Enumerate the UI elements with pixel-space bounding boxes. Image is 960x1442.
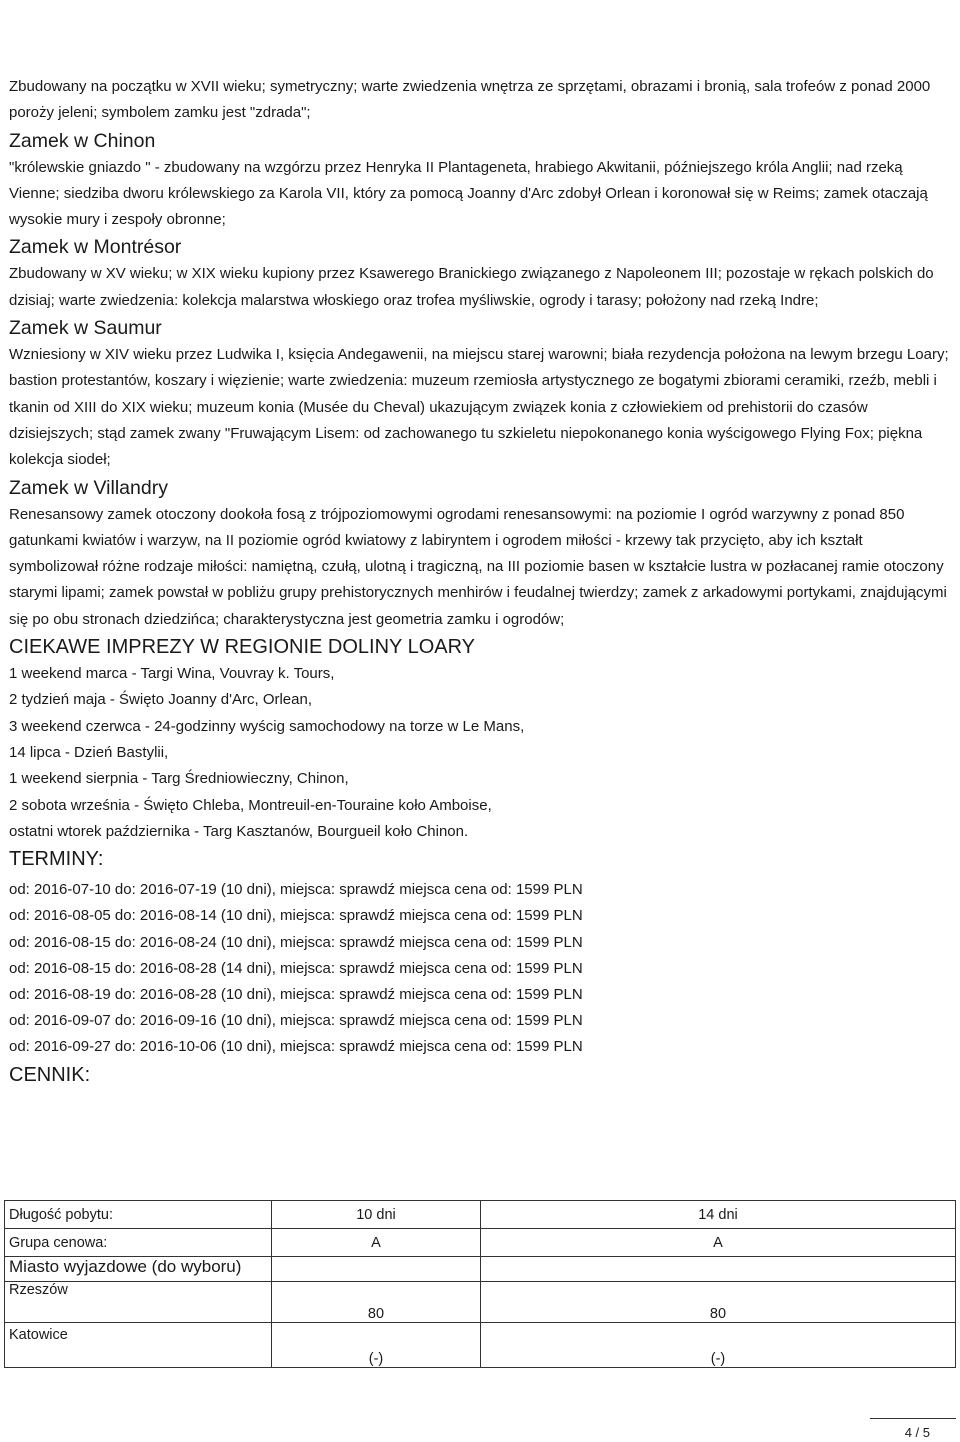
terms-title: TERMINY: (9, 848, 104, 871)
page-number: 4 / 5 (904, 1425, 930, 1440)
table-row (5, 1282, 956, 1323)
city-name: Rzeszów (5, 1282, 272, 1323)
table-row (5, 1201, 956, 1229)
list-item: 3 weekend czerwca - 24-godzinny wyścig samochodowy na torze w Le Mans, (9, 717, 525, 735)
empty-cell (481, 1257, 956, 1282)
list-item: od: 2016-09-07 do: 2016-09-16 (10 dni), miejsca: sprawdź miejsca cena od: 1599 PLN (9, 1012, 583, 1030)
section-title-villandry: Zamek w Villandry (9, 476, 168, 499)
list-item: 1 weekend marca - Targi Wina, Vouvray k. Tours, (9, 665, 335, 683)
table-row (5, 1229, 956, 1257)
section-title-saumur: Zamek w Saumur (9, 317, 162, 340)
list-item: 2 sobota września - Święto Chleba, Montreuil-en-Touraine koło Amboise, (9, 796, 492, 814)
list-item: od: 2016-08-15 do: 2016-08-28 (14 dni), miejsca: sprawdź miejsca cena od: 1599 PLN (9, 959, 583, 977)
table-row (5, 1257, 956, 1282)
terms-list (9, 877, 955, 1060)
pricing-table (4, 1200, 956, 1368)
events-title: CIEKAWE IMPREZY W REGIONIE DOLINY LOARY (9, 636, 476, 659)
section-text-villandry: Renesansowy zamek otoczony dookoła fosą z trójpoziomowymi ogrodami renesansowymi: na poziomie I ogród warzywny z ponad 850 gatunkami kwiatów i warzyw, na II poziomie ogród kwiatowy z labiryntem i ogrodem miłości - krzewy tak przycięto, aby ich kształt symbolizował różne rodzaje miłości: namiętną, czułą, ulotną i tragiczną, na III poziomie basen w kształcie lustra w pozłacanej ramie otoczony starymi lipami; zamek powstał w pobliżu grupy prehistorycznych menhirów i feudalnej twierdzy; zamek z arkadowymi portykami, znajdującymi się po obu stronach dziedzińca; charakterystyczna jest geometria zamku i ogrodów; (9, 505, 947, 628)
list-item: 2 tydzień maja - Święto Joanny d'Arc, Orlean, (9, 691, 313, 709)
city-price: 80 (272, 1282, 481, 1323)
list-item: od: 2016-08-19 do: 2016-08-28 (10 dni), miejsca: sprawdź miejsca cena od: 1599 PLN (9, 985, 583, 1003)
list-item: ostatni wtorek października - Targ Kasztanów, Bourgueil koło Chinon. (9, 822, 469, 840)
list-item: od: 2016-07-10 do: 2016-07-19 (10 dni), miejsca: sprawdź miejsca cena od: 1599 PLN (9, 881, 583, 899)
list-item: od: 2016-08-15 do: 2016-08-24 (10 dni), miejsca: sprawdź miejsca cena od: 1599 PLN (9, 933, 583, 951)
departure-label: Miasto wyjazdowe (do wyboru) (5, 1257, 272, 1282)
list-item: od: 2016-09-27 do: 2016-10-06 (10 dni), miejsca: sprawdź miejsca cena od: 1599 PLN (9, 1038, 583, 1056)
section-text-chinon: "królewskie gniazdo " - zbudowany na wzgórzu przez Henryka II Plantageneta, hrabiego Akwitanii, późniejszego króla Anglii; nad rzeką Vienne; siedziba dworu królewskiego za Karola VII, który za pomocą Joanny d'Arc zdobył Orlean i koronował się w Reims; zamek otaczają wysokie mury i zespoły obronne; (9, 158, 928, 229)
city-price: (-) (272, 1323, 481, 1368)
group-value: A (481, 1229, 956, 1257)
empty-cell (272, 1257, 481, 1282)
city-price: 80 (481, 1282, 956, 1323)
section-text-saumur: Wzniesiony w XIV wieku przez Ludwika I, księcia Andegawenii, na miejscu starej warowni; biała rezydencja położona na lewym brzegu Loary; bastion protestantów, koszary i więzienie; warte zwiedzenia: muzeum rzemiosła artystycznego ze bogatymi zbiorami ceramiki, rzeźb, mebli i tkanin od XIII do XIX wieku; muzeum konia (Musée du Cheval) ukazującym związek konia z człowiekiem od prehistorii do czasów dzisiejszych; stąd zamek zwany "Fruwającym Lisem: od zachowanego tu szkieletu niepokonanego konia wyścigowego Flying Fox; piękna kolekcja siodeł; (9, 346, 949, 469)
intro-paragraph: Zbudowany na początku w XVII wieku; symetryczny; warte zwiedzenia wnętrza ze sprzętami, obrazami i bronią, sala trofeów z ponad 2000 poroży jeleni; symbolem zamku jest "zdrada"; (9, 78, 931, 122)
document-page (9, 74, 955, 1089)
city-name: Katowice (5, 1323, 272, 1368)
table-row (5, 1323, 956, 1368)
section-title-montresor: Zamek w Montrésor (9, 236, 182, 259)
group-value: A (272, 1229, 481, 1257)
events-list (9, 661, 955, 845)
group-label: Grupa cenowa: (5, 1229, 272, 1257)
list-item: 14 lipca - Dzień Bastylii, (9, 743, 169, 761)
stay-option: 10 dni (272, 1201, 481, 1229)
stay-option: 14 dni (481, 1201, 956, 1229)
footer-divider (870, 1418, 956, 1419)
section-title-chinon: Zamek w Chinon (9, 129, 156, 152)
list-item: 1 weekend sierpnia - Targ Średniowieczny, Chinon, (9, 770, 349, 788)
pricing-title: CENNIK: (9, 1063, 91, 1086)
list-item: od: 2016-08-05 do: 2016-08-14 (10 dni), miejsca: sprawdź miejsca cena od: 1599 PLN (9, 907, 583, 925)
section-text-montresor: Zbudowany w XV wieku; w XIX wieku kupiony przez Ksawerego Branickiego związanego z Napoleonem III; pozostaje w rękach polskich do dzisiaj; warte zwiedzenia: kolekcja malarstwa włoskiego oraz trofea myśliwskie, ogrody i tarasy; położony nad rzeką Indre; (9, 265, 934, 309)
city-price: (-) (481, 1323, 956, 1368)
stay-label: Długość pobytu: (5, 1201, 272, 1229)
